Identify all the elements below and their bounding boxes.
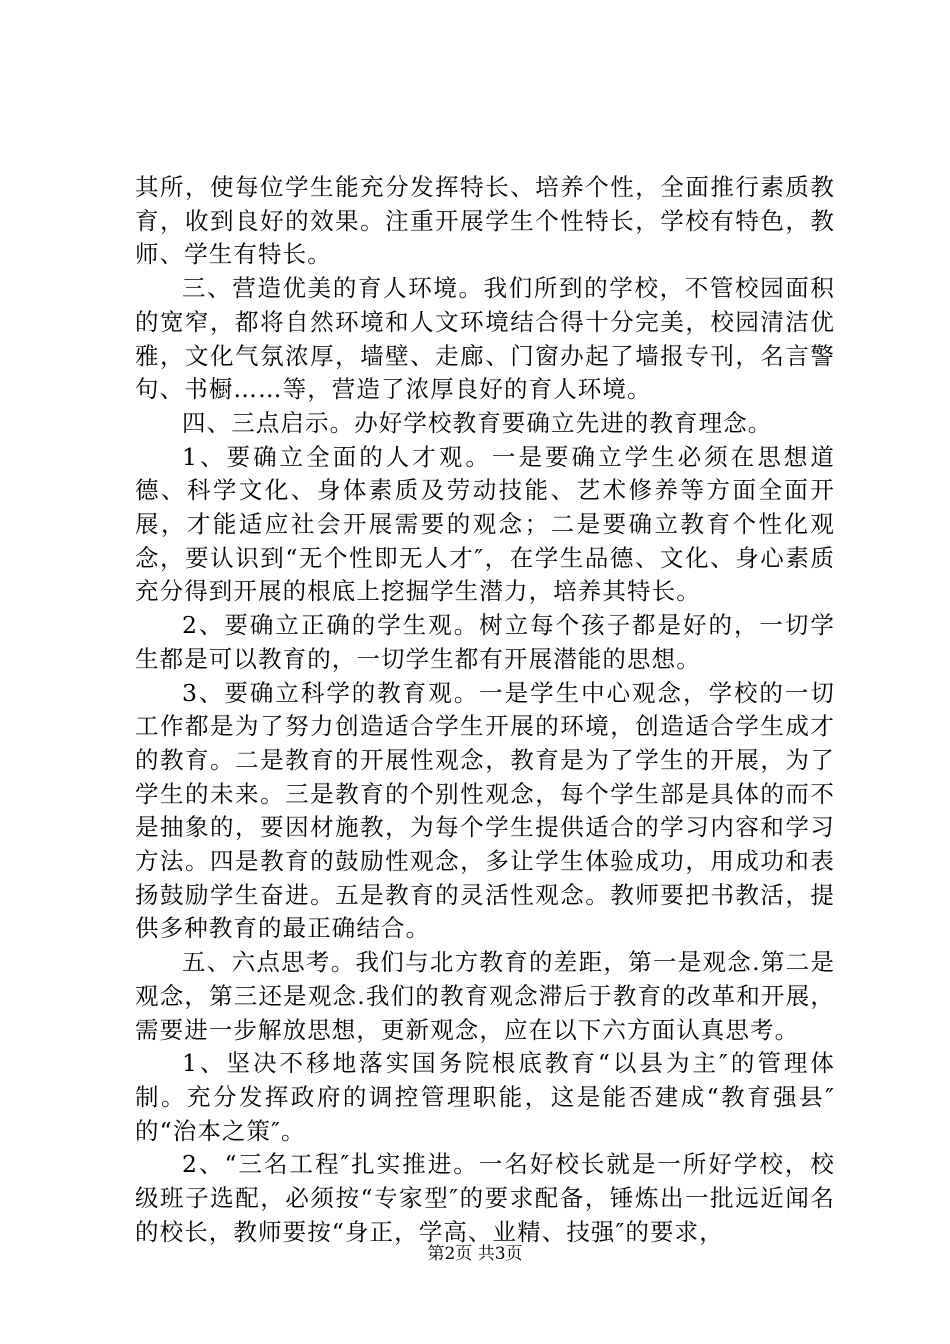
body-text bbox=[135, 171, 835, 1250]
paragraph-management-system: 1、坚决不移地落实国务院根底教育“以县为主″的管理体制。充分发挥政府的调控管理职能，这是能否建成“教育强县″的“治本之策″。 bbox=[135, 1049, 835, 1145]
paragraph-section-five: 五、六点思考。我们与北方教育的差距，第一是观念.第二是观念，第三还是观念.我们的教育观念滞后于教育的改革和开展，需要进一步解放思想，更新观念，应在以下六方面认真思考。 bbox=[135, 948, 835, 1044]
paragraph-education-view: 3、要确立科学的教育观。一是学生中心观念，学校的一切工作都是为了努力创造适合学生开展的环境，创造适合学生成才的教育。二是教育的开展性观念，教育是为了学生的开展，为了学生的未来。三是教育的个别性观念，每个学生部是具体的而不是抽象的，要因材施教，为每个学生提供适合的学习内容和学习方法。四是教育的鼓励性观念，多让学生体验成功，用成功和表扬鼓励学生奋进。五是教育的灵活性观念。教师要把书教活，提供多种教育的最正确结合。 bbox=[135, 678, 835, 943]
paragraph-section-three: 三、营造优美的育人环境。我们所到的学校，不管校园面积的宽窄，都将自然环境和人文环境结合得十分完美，校园清洁优雅，文化气氛浓厚，墙壁、走廊、门窗办起了墙报专刊，名言警句、书橱……等，营造了浓厚良好的育人环境。 bbox=[135, 274, 835, 404]
paragraph-continuation: 其所，使每位学生能充分发挥特长、培养个性，全面推行素质教育，收到良好的效果。注重开展学生个性特长，学校有特色，教师、学生有特长。 bbox=[135, 173, 835, 269]
paragraph-three-names-project: 2、“三名工程″扎实推进。一名好校长就是一所好学校，校级班子选配，必须按“专家型″的要求配备，锤炼出一批远近闻名的校长，教师要按“身正，学高、业精、技强″的要求， bbox=[135, 1150, 835, 1246]
paragraph-talent-view: 1、要确立全面的人才观。一是要确立学生必须在思想道德、科学文化、身体素质及劳动技能、艺术修养等方面全面开展，才能适应社会开展需要的观念；二是要确立教育个性化观念，要认识到“无个性即无人才″，在学生品德、文化、身心素质充分得到开展的根底上挖掘学生潜力，培养其特长。 bbox=[135, 442, 835, 606]
paragraph-student-view: 2、要确立正确的学生观。树立每个孩子都是好的，一切学生都是可以教育的，一切学生都有开展潜能的思想。 bbox=[135, 611, 835, 673]
paragraph-section-four: 四、三点启示。办好学校教育要确立先进的教育理念。 bbox=[182, 408, 773, 437]
page-footer: 第2页 共3页 bbox=[427, 1244, 523, 1264]
